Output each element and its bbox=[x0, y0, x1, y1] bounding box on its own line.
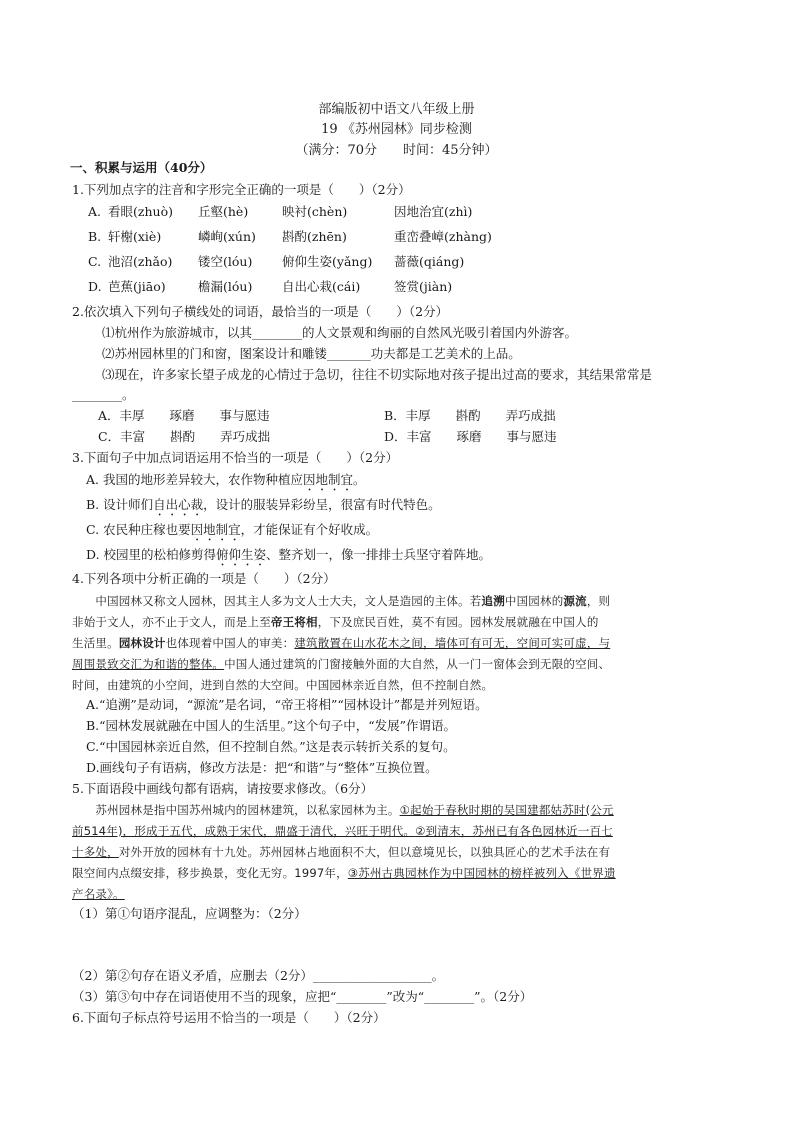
q5-passage-line-1: 苏州园林是指中国苏州城内的园林建筑，以私家园林为主。①起始于春秋时期的吴国建都姑苏时(公元 bbox=[72, 803, 614, 817]
q2-stem: 2.依次填入下列句子横线处的词语，最恰当的一项是（ ）（2分） bbox=[72, 304, 449, 319]
q5-sub-2: （2）第②句存在语义矛盾，应删去（2分）___________________。 bbox=[72, 968, 445, 983]
score-info: （满分：70分 时间：45分钟） bbox=[295, 143, 498, 158]
q3-stem: 3.下面句子中加点词语运用不恰当的一项是（ ）（2分） bbox=[72, 450, 399, 465]
q3-option-c: C. 农民种庄稼也要因地制宜，才能保证有个好收成。 bbox=[86, 522, 379, 537]
q3-option-b: B. 设计师们自出心裁，设计的服装异彩纷呈，很富有时代特色。 bbox=[86, 497, 441, 512]
q4-option-c: C.“中国园林亲近自然，但不控制自然。”这是表示转折关系的复句。 bbox=[86, 739, 456, 754]
q5-stem: 5.下面语段中画线句都有语病，请按要求修改。（6分） bbox=[72, 781, 374, 796]
q5-sub-3: （3）第③句中存在词语使用不当的现象，应把“________”改为“________”。（2分） bbox=[72, 989, 533, 1004]
exam-page: 部编版初中语文八年级上册 19 《苏州园林》同步检测 （满分：70分 时间：45分钟） 一、积累与运用（40分） 1.下列加点字的注音和字形完全正确的一项是（ ）（2分） A. 看眼(zhuò) 丘壑(hè) 映衬(chèn) 因地治宜(zhì) B. 轩榭(xiè) 嶙峋(xún) 斟酌(zhēn) 重峦叠嶂(zhàng) C. 池沼(zhǎo) 镂空(lóu) 俯仰生姿(yǎng) 蔷薇(qiáng) D. 芭蕉(jiāo) 檐漏(lóu) 自出心栽(cái) 签赏(jiàn) 2.依次填入下列句子横线处的词语，最恰当的一项是（ ）（2分） ⑴杭州作为旅游城市，以其________的人文景观和绚丽的自然风光吸引着国内外游客。 ⑵苏州园林里的门和窗，图案设计和雕镂_______功夫都是工艺美术的上品。 ⑶现在，许多家长望子成龙的心情过于急切，往往不切实际地对孩子提出过高的要求，其结果常常是 ________。 A．丰厚 琢磨 事与愿违 B．丰厚 斟酌 弄巧成拙 C．丰富 斟酌 弄巧成拙 D．丰富 琢磨 事与愿违 3.下面句子中加点词语运用不恰当的一项是（ ）（2分） A. 我国的地形差异较大，农作物种植应因地制宜。 B. 设计师们自出心裁，设计的服装异彩纷呈，很富有时代特色。 C. 农民种庄稼也要因地制宜，才能保证有个好收成。 D. 校园里的松柏修剪得俯仰生姿、整齐划一，像一排排士兵坚守着阵地。 4.下列各项中分析正确的一项是（ ）（2分） 中国园林又称文人园林，因其主人多为文人士大夫，文人是造园的主体。若追溯中国园林的源流，则 非始于文人，亦不止于文人，而是上至帝王将相，下及庶民百姓，莫不有园。园林发展就融在中国人的 生活里。园林设计也体现着中国人的审美：建筑散置在山水花木之间，墙体可有可无，空间可实可虚，与 周围景致交汇为和谐的整体。中国人通过建筑的门窗接触外面的大自然，从一门一窗体会到无限的空间、 时间，由建筑的小空间，进到自然的大空间。中国园林亲近自然，但不控制自然。 A.“追溯”是动词，“源流”是名词，“帝王将相”“园林设计”都是并列短语。 B.“园林发展就融在中国人的生活里。”这个句子中，“发展”作谓语。 C.“中国园林亲近自然，但不控制自然。”这是表示转折关系的复句。 D.画线句子有语病，修改方法是：把“和谐”与“整体”互换位置。 5.下面语段中画线句都有语病，请按要求修改。（6分） 苏州园林是指中国苏州城内的园林建筑，以私家园林为主。①起始于春秋时期的吴国建都姑苏时(公元 前514年)，形成于五代，成熟于宋代，鼎盛于清代，兴旺于明代。②到清末，苏州已有各色园林近一百七 十多处，对外开放的园林有十九处。苏州园林占地面积不大，但以意境见长，以独具匠心的艺术手法在有 限空间内点缀安排，移步换景，变化无穷。1997年，③苏州古典园林作为中国园林的榜样被列入《世界遗 产名录》。 （1）第①句语序混乱，应调整为：（2分） （2）第②句存在语义矛盾，应删去（2分）___________________。 （3）第③句中存在词语使用不当的现象，应把“________”改为“________”。（2分） 6.下面句子标点符号运用不恰当的一项是（ ）（2分） bbox=[0, 0, 793, 1122]
q4-passage-line-4: 周围景致交汇为和谐的整体。中国人通过建筑的门窗接触外面的大自然，从一门一窗体会到无限的空间、 bbox=[72, 657, 611, 671]
q4-passage-line-5: 时间，由建筑的小空间，进到自然的大空间。中国园林亲近自然，但不控制自然。 bbox=[72, 678, 494, 692]
q5-passage-line-4: 限空间内点缀安排，移步换景，变化无穷。1997年，③苏州古典园林作为中国园林的榜样被列入《世界遗 bbox=[72, 866, 616, 880]
q2-option-b: B．丰厚 斟酌 弄巧成拙 bbox=[384, 408, 556, 423]
q4-option-a: A.“追溯”是动词，“源流”是名词，“帝王将相”“园林设计”都是并列短语。 bbox=[86, 697, 488, 712]
q5-passage-line-5: 产名录》。 bbox=[72, 887, 125, 901]
q4-option-d: D.画线句子有语病，修改方法是：把“和谐”与“整体”互换位置。 bbox=[86, 760, 438, 775]
section-heading: 一、积累与运用（40分） bbox=[70, 160, 213, 175]
q4-passage-line-1: 中国园林又称文人园林，因其主人多为文人士大夫，文人是造园的主体。若追溯中国园林的源流，则 bbox=[72, 594, 611, 608]
q4-passage-line-2: 非始于文人，亦不止于文人，而是上至帝王将相，下及庶民百姓，莫不有园。园林发展就融在中国人的 bbox=[72, 615, 599, 629]
q2-sentence-2: ⑵苏州园林里的门和窗，图案设计和雕镂_______功夫都是工艺美术的上品。 bbox=[102, 346, 521, 361]
q2-sentence-3: ⑶现在，许多家长望子成龙的心情过于急切，往往不切实际地对孩子提出过高的要求，其结果常常是 bbox=[102, 367, 653, 382]
q2-option-d: D．丰富 琢磨 事与愿违 bbox=[384, 429, 557, 444]
q4-passage-line-3: 生活里。园林设计也体现着中国人的审美：建筑散置在山水花木之间，墙体可有可无，空间可实可虚，与 bbox=[72, 636, 611, 650]
q6-stem: 6.下面句子标点符号运用不恰当的一项是（ ）（2分） bbox=[72, 1010, 386, 1025]
q4-stem: 4.下列各项中分析正确的一项是（ ）（2分） bbox=[72, 571, 336, 586]
doc-title: 部编版初中语文八年级上册 bbox=[318, 102, 475, 117]
q5-passage-line-2: 前514年)，形成于五代，成熟于宋代，鼎盛于清代，兴旺于明代。②到清末，苏州已有各色园林近一百七 bbox=[72, 824, 613, 838]
q2-sentence-3-blank: ________。 bbox=[72, 387, 135, 402]
q2-option-a: A．丰厚 琢磨 事与愿违 bbox=[98, 408, 270, 423]
doc-subtitle: 19 《苏州园林》同步检测 bbox=[321, 122, 472, 137]
q5-sub-1: （1）第①句语序混乱，应调整为：（2分） bbox=[72, 906, 307, 921]
q4-option-b: B.“园林发展就融在中国人的生活里。”这个句子中，“发展”作谓语。 bbox=[86, 718, 456, 733]
q2-sentence-1: ⑴杭州作为旅游城市，以其________的人文景观和绚丽的自然风光吸引着国内外游客。 bbox=[102, 325, 578, 340]
q1-stem: 1.下列加点字的注音和字形完全正确的一项是（ ）（2分） bbox=[72, 182, 411, 197]
q3-option-a: A. 我国的地形差异较大，农作物种植应因地制宜。 bbox=[86, 472, 366, 487]
q5-passage-line-3: 十多处，对外开放的园林有十九处。苏州园林占地面积不大，但以意境见长，以独具匠心的艺术手法在有 bbox=[72, 845, 611, 859]
q3-option-d: D. 校园里的松柏修剪得俯仰生姿、整齐划一，像一排排士兵坚守着阵地。 bbox=[86, 547, 492, 562]
q2-option-c: C．丰富 斟酌 弄巧成拙 bbox=[98, 429, 271, 444]
